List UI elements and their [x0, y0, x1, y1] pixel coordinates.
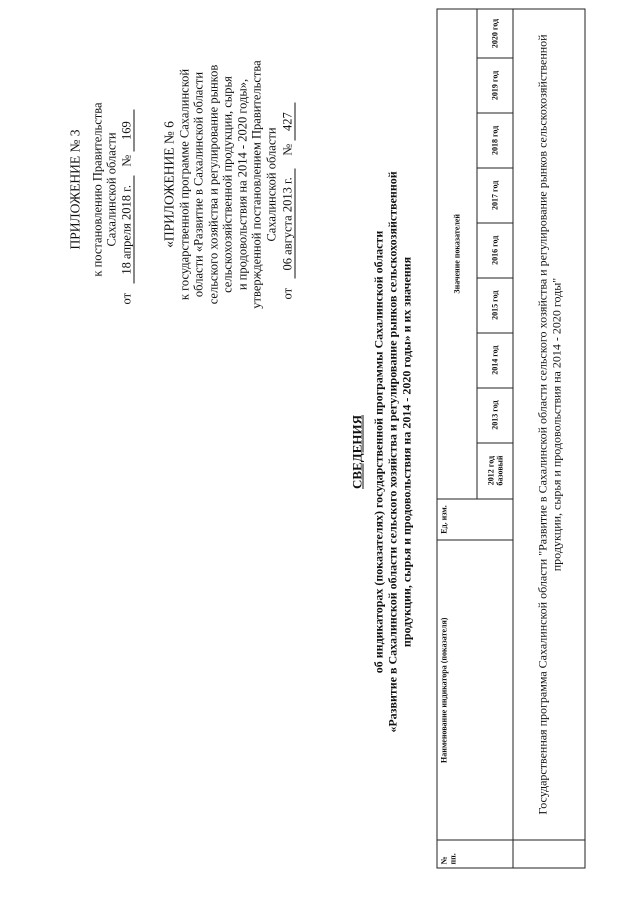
appendix-3-num-label: № — [118, 154, 133, 167]
appendix-3-number: 169 — [120, 110, 134, 152]
header-year: 2020 год — [477, 9, 513, 58]
heading-line2: «Развитие в Сахалинской области сельского хозяйства и регулирование рынков сельскохозяйственной — [385, 171, 399, 733]
appendix-3-date-line — [119, 65, 134, 315]
appendix-3-from-label: от — [118, 292, 133, 305]
appendix-3-line1: к постановлению Правительства — [89, 102, 104, 277]
heading-line1: об индикаторах (показателях) государственной программы Сахалинской области — [371, 230, 385, 674]
appendix-6-line5: и продовольствия на 2014 - 2020 годы», — [234, 78, 249, 291]
program-row — [513, 9, 585, 868]
heading-title: СВЕДЕНИЯ — [349, 415, 364, 489]
header-year: 2018 год — [477, 113, 513, 168]
appendix-6-line7: Сахалинской области — [263, 127, 278, 242]
header-year: 2014 год — [477, 333, 513, 388]
header-unit: Ед. изм. — [437, 499, 513, 541]
appendix-3-line2: Сахалинской области — [104, 132, 118, 247]
appendix-6-num-label: № — [280, 143, 294, 156]
heading-line3: продукции, сырья и продовольствия на 2014 - 2020 годы» и их значения — [399, 256, 413, 648]
header-year: 2019 год — [477, 58, 513, 113]
appendix-6-line3: сельского хозяйства и регулирование рынков — [205, 64, 220, 305]
appendix-6-block — [162, 50, 295, 320]
header-year: 2015 год — [477, 278, 513, 333]
appendix-3-date: 18 апреля 2018 г. — [120, 176, 134, 284]
header-base-year: 2012 год базовый — [477, 443, 513, 499]
appendix-3-block — [68, 65, 134, 315]
header-name: Наименование индикатора (показателя) — [437, 540, 513, 840]
appendix-6-line1: к государственной программе Сахалинской — [176, 68, 191, 301]
program-row-title: Государственная программа Сахалинской области "Развитие в Сахалинской области сельского хозяйства и регулирование рынков сельскохозяйственной продукции, сырья и продовольствия на 2014 - 2020 годы" — [513, 9, 585, 840]
appendix-6-line6: утвержденной постановлением Правительства — [249, 60, 263, 309]
header-year: 2017 год — [477, 168, 513, 223]
appendix-6-title: «ПРИЛОЖЕНИЕ № 6 — [161, 121, 176, 248]
header-year: 2013 год — [477, 388, 513, 443]
appendix-6-from-label: от — [280, 287, 294, 300]
appendix-6-line4: сельскохозяйственной продукции, сырья — [220, 76, 234, 293]
appendix-6-line2: области «Развитие в Сахалинской области — [191, 71, 205, 298]
table-header-row-1 — [437, 9, 477, 868]
program-row-num — [513, 840, 585, 868]
appendix-6-date: 06 августа 2013 г. — [281, 169, 295, 279]
appendix-6-date-line — [280, 50, 295, 320]
appendix-6-number: 427 — [281, 103, 295, 141]
appendix-3-title: ПРИЛОЖЕНИЕ № 3 — [67, 129, 82, 250]
header-values: Значение показателей — [437, 9, 477, 499]
header-num: № пп. — [437, 840, 513, 868]
indicators-table — [436, 9, 585, 869]
header-year: 2016 год — [477, 223, 513, 278]
